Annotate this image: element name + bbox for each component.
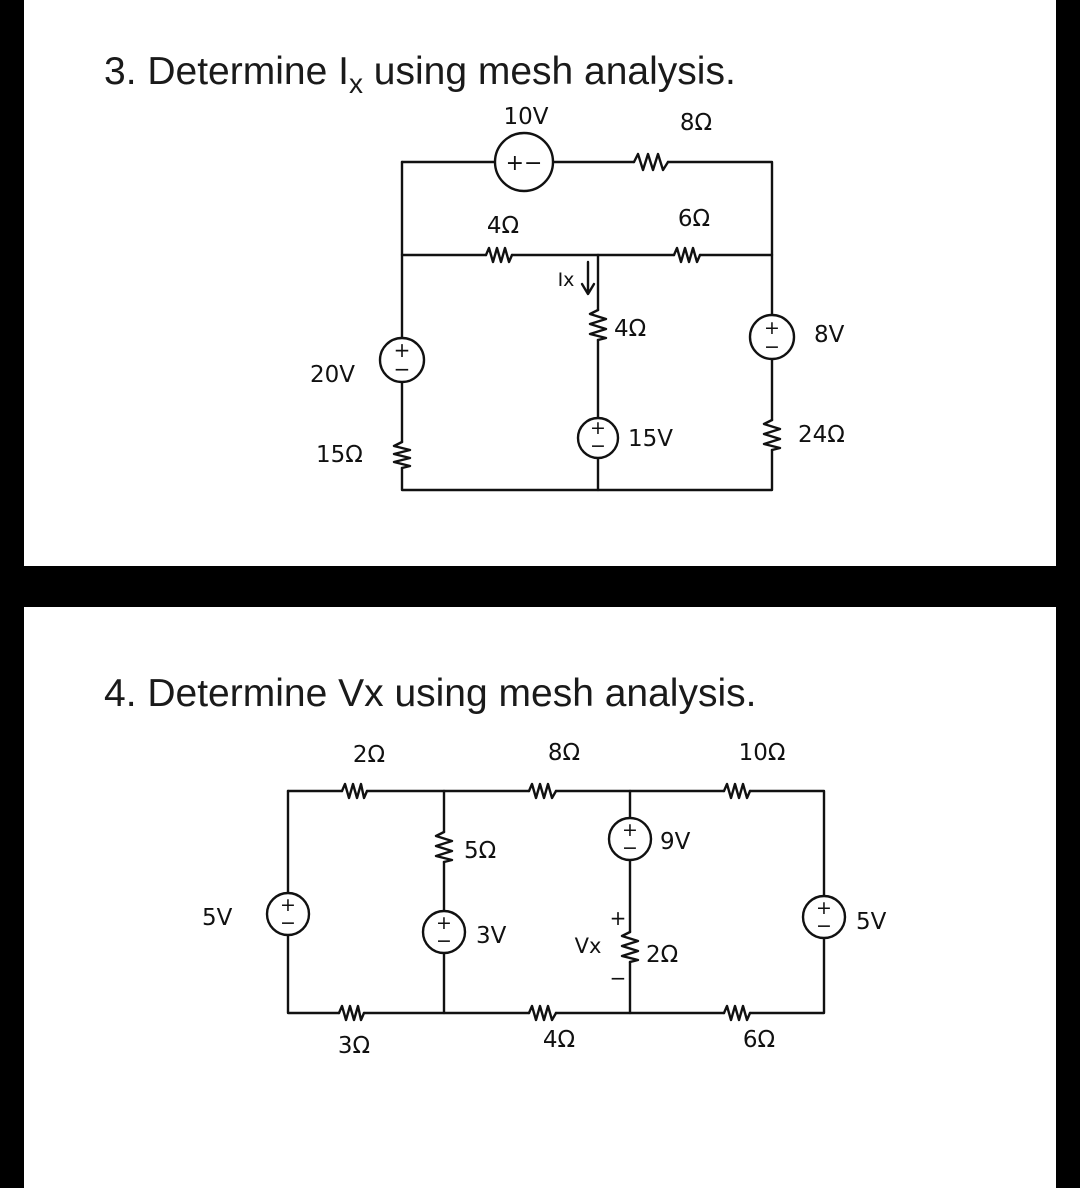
- label-6-ohm: 6Ω: [677, 206, 711, 232]
- label-8v: 8V: [814, 322, 845, 348]
- label-2-ohm-mid: 2Ω: [646, 942, 679, 968]
- circuit-3-labels: [310, 104, 845, 468]
- vx-minus-icon: −: [609, 966, 627, 990]
- voltage-source-10v: [495, 133, 553, 191]
- resistor-24-ohm: [764, 420, 780, 450]
- plus-icon: +: [590, 417, 606, 439]
- minus-icon: −: [816, 915, 832, 937]
- title-suffix: using mesh analysis.: [362, 50, 736, 93]
- problem-4-panel: [24, 607, 1056, 1188]
- circuit-4-wires: [288, 791, 824, 1013]
- minus-icon: −: [764, 336, 780, 358]
- resistor-4-ohm-left: [486, 248, 512, 262]
- label-8-ohm-top: 8Ω: [679, 110, 713, 136]
- label-5v-left: 5V: [202, 905, 233, 931]
- label-4-ohm: 4Ω: [542, 1027, 576, 1053]
- resistor-10-ohm: [724, 784, 750, 798]
- label-6-ohm: 6Ω: [742, 1027, 776, 1053]
- label-24-ohm: 24Ω: [798, 422, 845, 448]
- plus-icon: +: [816, 897, 832, 919]
- voltage-source-9v: [609, 818, 651, 860]
- resistor-4-ohm: [529, 1006, 556, 1020]
- circuit-4: [24, 607, 1056, 1188]
- label-9v: 9V: [660, 829, 691, 855]
- label-15v: 15V: [628, 426, 674, 452]
- plus-icon: +: [280, 894, 296, 916]
- label-vx: Vx: [574, 934, 602, 958]
- source-polarity-label: +−: [505, 151, 543, 176]
- resistor-3-ohm: [339, 1006, 364, 1020]
- resistor-8-ohm-top: [634, 154, 668, 170]
- problem-3-panel: [24, 0, 1056, 566]
- minus-icon: −: [280, 912, 296, 934]
- plus-icon: +: [622, 819, 638, 841]
- plus-icon: +: [393, 338, 411, 362]
- label-3-ohm: 3Ω: [337, 1033, 371, 1059]
- title-prefix: 3. Determine I: [104, 50, 349, 93]
- label-15-ohm: 15Ω: [316, 442, 363, 468]
- problem-4-title: 4. Determine Vx using mesh analysis.: [104, 672, 757, 715]
- voltage-source-3v: [423, 911, 465, 953]
- plus-icon: +: [764, 317, 780, 339]
- label-10-ohm: 10Ω: [738, 740, 786, 766]
- minus-icon: −: [622, 837, 638, 859]
- label-10v: 10V: [503, 104, 549, 130]
- label-3v: 3V: [476, 923, 507, 949]
- resistor-8-ohm: [529, 784, 556, 798]
- voltage-source-5v-right: [803, 896, 845, 938]
- voltage-source-20v: [380, 338, 424, 382]
- label-5v-right: 5V: [856, 909, 887, 935]
- resistor-6-ohm: [674, 248, 700, 262]
- label-4-ohm-left: 4Ω: [486, 213, 520, 239]
- minus-icon: −: [590, 435, 606, 457]
- resistor-4-ohm-mid: [590, 310, 606, 340]
- label-5-ohm: 5Ω: [464, 838, 497, 864]
- label-ix: Ix: [557, 269, 575, 291]
- ix-arrow-icon: [582, 262, 594, 294]
- plus-icon: +: [436, 912, 452, 934]
- title-subscript: x: [348, 68, 363, 99]
- label-4-ohm-mid: 4Ω: [614, 316, 647, 342]
- resistor-5-ohm: [436, 832, 452, 862]
- circuit-3: [24, 0, 1056, 566]
- voltage-source-15v: [578, 417, 618, 458]
- resistor-2-ohm-top: [342, 784, 367, 798]
- minus-icon: −: [436, 930, 452, 952]
- vx-plus-icon: +: [609, 906, 627, 930]
- label-20v: 20V: [310, 362, 356, 388]
- voltage-source-5v-left: [267, 893, 309, 935]
- minus-icon: −: [393, 357, 411, 381]
- label-8-ohm: 8Ω: [547, 740, 581, 766]
- resistor-2-ohm-vx: [622, 932, 638, 962]
- resistor-15-ohm: [394, 442, 410, 468]
- label-2-ohm-top: 2Ω: [352, 742, 386, 768]
- resistor-6-ohm: [724, 1006, 750, 1020]
- voltage-source-8v: [750, 315, 794, 359]
